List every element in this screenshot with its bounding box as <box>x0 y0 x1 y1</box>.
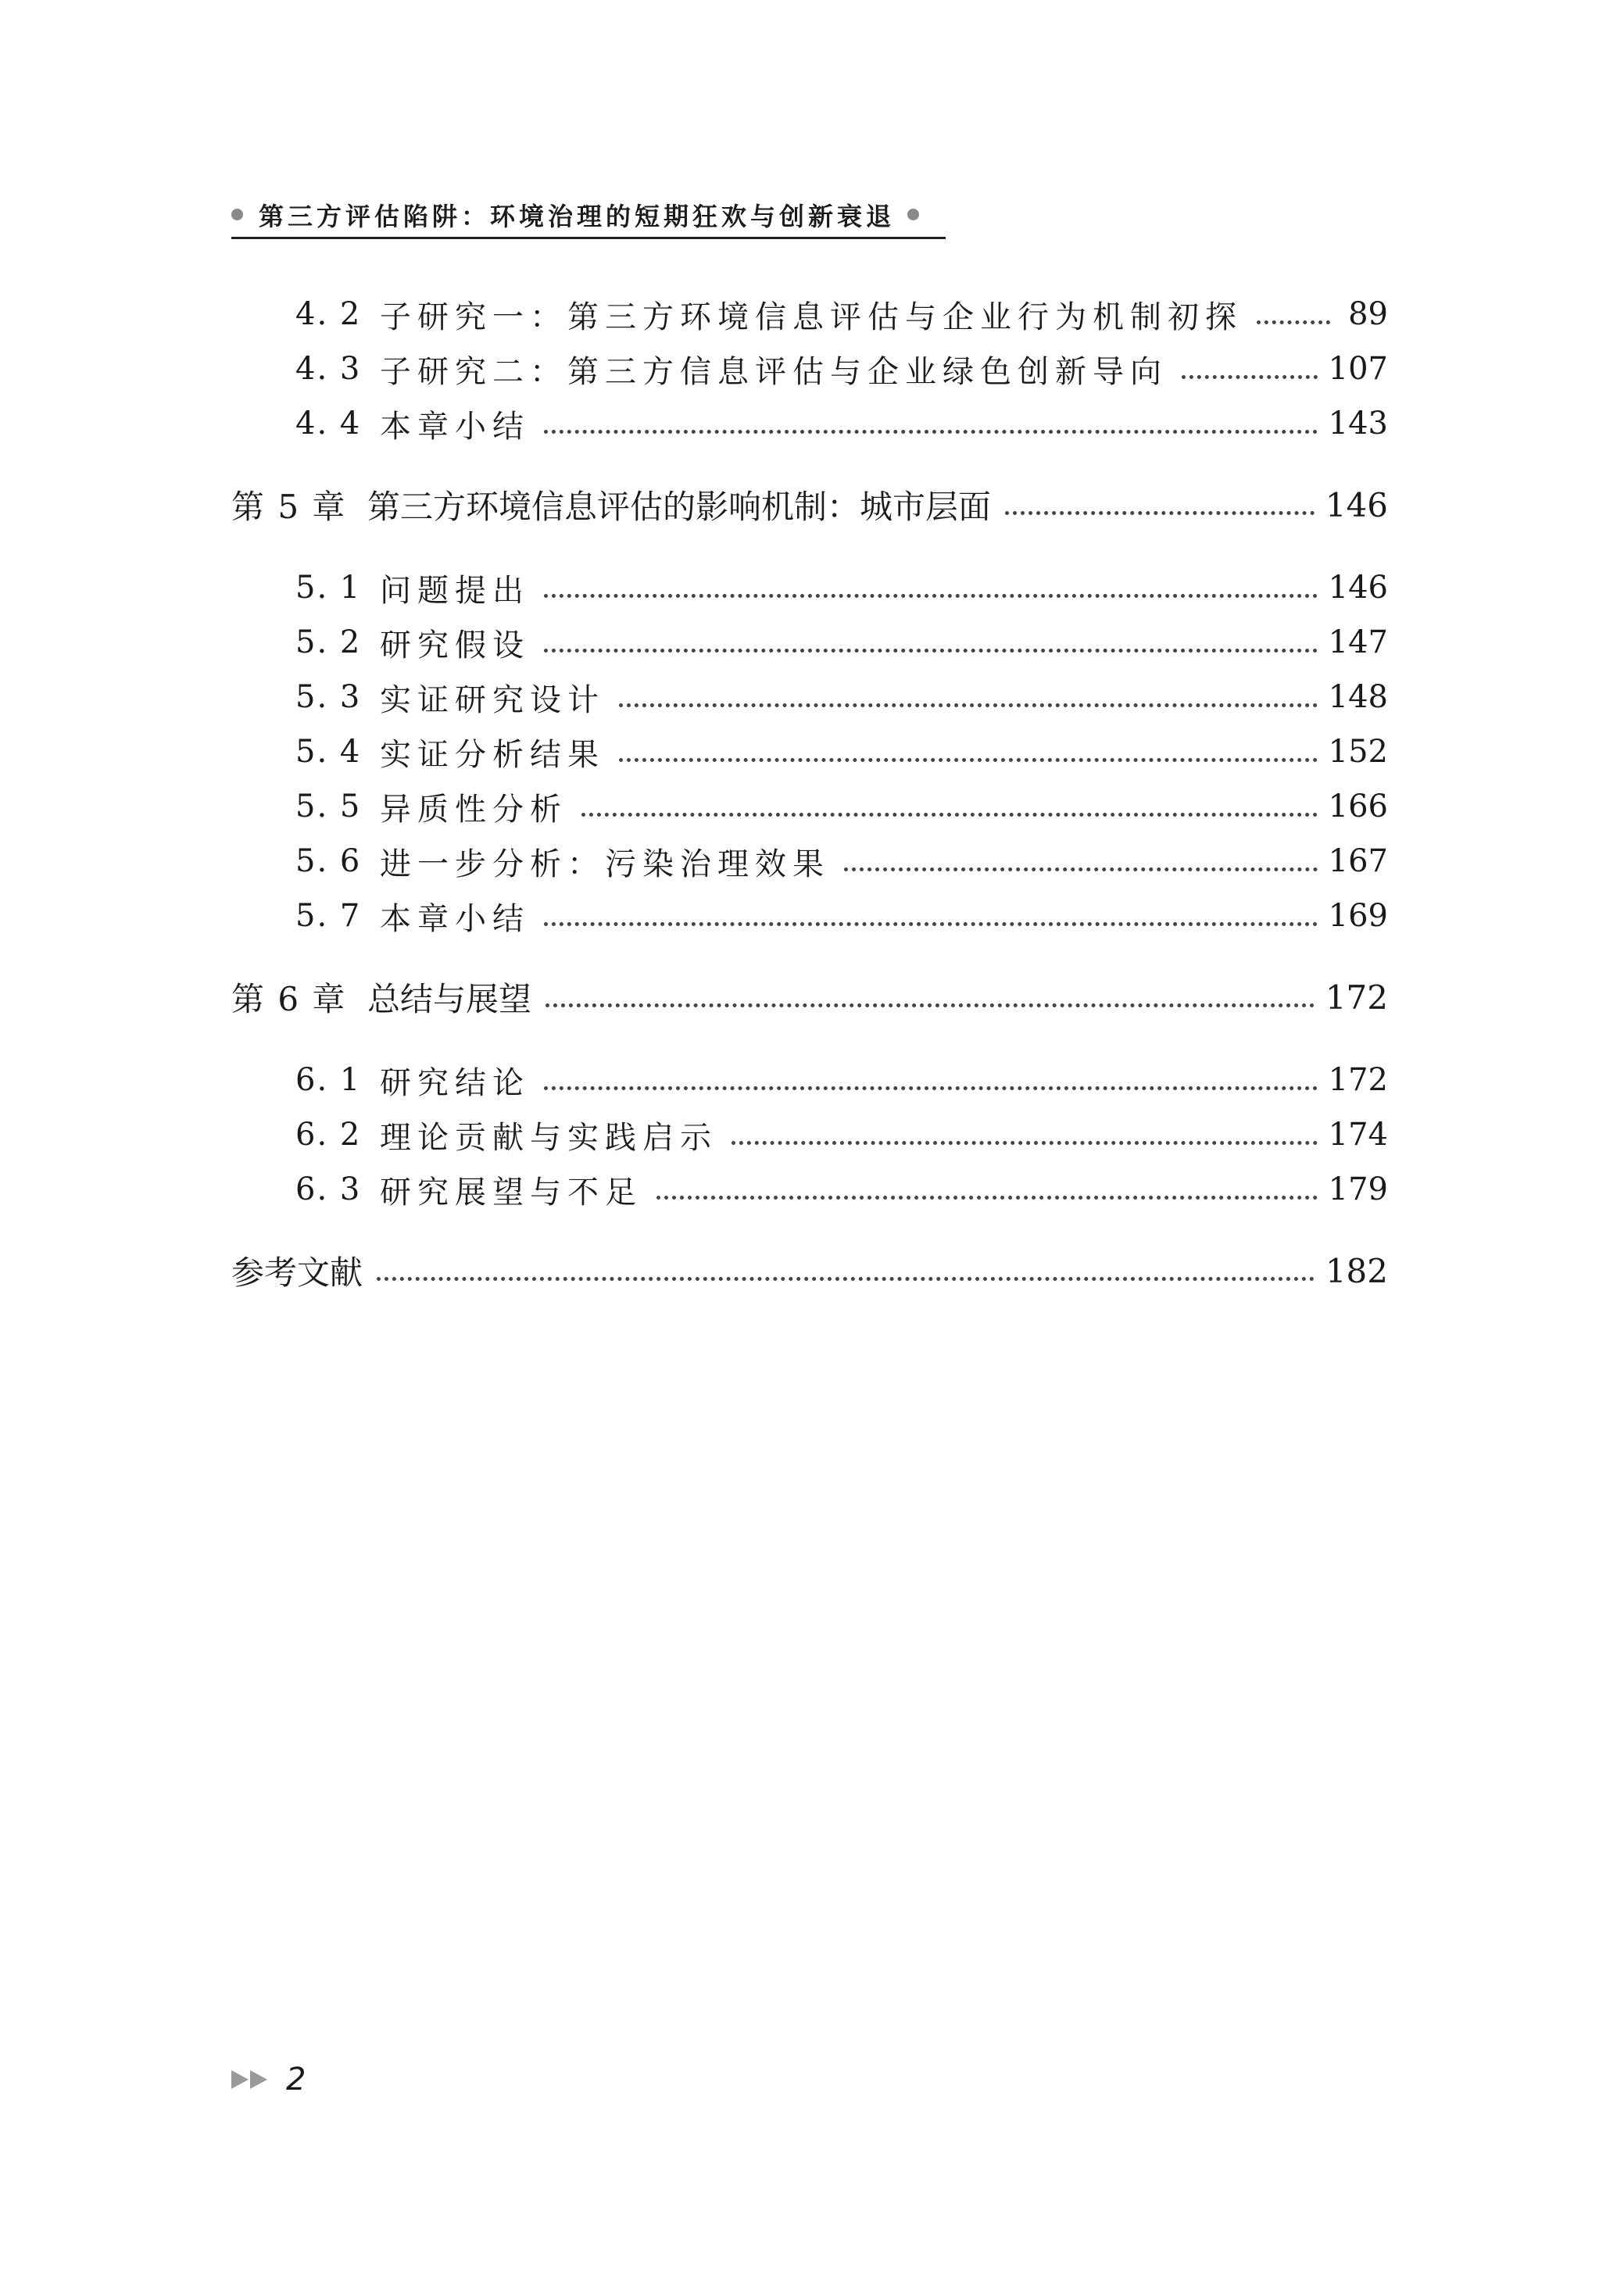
toc-entry-title: 子研究一：第三方环境信息评估与企业行为机制初探 <box>380 299 1243 335</box>
toc-entry-title: 第三方环境信息评估的影响机制：城市层面 <box>367 488 992 526</box>
toc-entry-number: 4. 3 <box>295 351 362 387</box>
bullet-dot-icon <box>231 209 243 220</box>
dot-leader <box>1257 320 1330 324</box>
toc-entry-title: 参考文献 <box>231 1254 363 1292</box>
dot-leader <box>732 1141 1318 1145</box>
toc-section-entry <box>231 402 1388 445</box>
toc-entry-page: 179 <box>1328 1171 1388 1207</box>
toc-section-entry <box>231 785 1388 828</box>
toc-section-entry <box>231 1113 1388 1157</box>
toc-entry-number: 5. 3 <box>295 679 362 715</box>
toc-entry-page: 143 <box>1328 406 1388 442</box>
toc-entry-number: 5. 6 <box>295 843 362 879</box>
dot-leader <box>544 1086 1318 1090</box>
toc-entry-number: 4. 4 <box>295 406 362 442</box>
running-header <box>231 192 946 239</box>
toc-entry-title: 异质性分析 <box>380 791 567 828</box>
dot-leader <box>377 1277 1315 1281</box>
toc-entry-title: 子研究二：第三方信息评估与企业绿色创新导向 <box>380 353 1168 390</box>
dot-leader <box>656 1196 1318 1200</box>
toc-entry-page: 166 <box>1328 789 1388 824</box>
dot-leader <box>546 1003 1315 1007</box>
toc-entry-page: 89 <box>1348 296 1388 332</box>
toc-entry-title: 进一步分析：污染治理效果 <box>380 846 830 882</box>
toc-entry-number: 5. 2 <box>295 624 362 660</box>
toc-entry-page: 169 <box>1328 898 1388 934</box>
toc-entry-title: 理论贡献与实践启示 <box>380 1119 717 1156</box>
toc-entry-page: 107 <box>1328 351 1388 387</box>
dot-leader <box>1182 375 1318 379</box>
toc-chapter-entry <box>231 975 1388 1019</box>
toc-section-entry <box>231 1058 1388 1102</box>
toc-section-entry <box>231 730 1388 774</box>
toc-entry-page: 172 <box>1325 978 1388 1017</box>
toc-entry-number: 5. 1 <box>295 570 362 606</box>
toc-section-entry <box>231 839 1388 883</box>
dot-leader <box>544 922 1318 926</box>
toc-entry-number: 4. 2 <box>295 296 362 332</box>
toc-entry-number: 6. 3 <box>295 1171 362 1207</box>
running-header-title: 第三方评估陷阱：环境治理的短期狂欢与创新衰退 <box>259 201 896 231</box>
toc-section-entry <box>231 1168 1388 1211</box>
toc-entry-page: 146 <box>1325 485 1388 524</box>
dot-leader <box>619 758 1318 762</box>
toc-entry-number: 6. 1 <box>295 1062 362 1098</box>
dot-leader <box>581 813 1318 817</box>
toc-section-entry <box>231 894 1388 938</box>
toc-entry-page: 172 <box>1328 1062 1388 1098</box>
toc-entry-number: 第 6 章 <box>231 980 347 1018</box>
toc-entry-title: 研究结论 <box>380 1064 530 1101</box>
toc-entry-title: 研究展望与不足 <box>380 1174 642 1211</box>
dot-leader <box>1005 511 1315 515</box>
toc-section-entry <box>231 675 1388 719</box>
toc-entry-title: 问题提出 <box>380 572 530 609</box>
toc-entry-page: 146 <box>1328 570 1388 606</box>
toc-entry-number: 第 5 章 <box>231 488 347 526</box>
toc-chapter-entry <box>231 483 1388 527</box>
toc-entry-page: 167 <box>1328 843 1388 879</box>
dot-leader <box>544 649 1318 653</box>
toc-entry-title: 实证研究设计 <box>380 681 605 718</box>
dot-leader <box>544 594 1318 598</box>
dot-leader <box>619 703 1318 707</box>
toc-entry-page: 148 <box>1328 679 1388 715</box>
double-arrow-icon <box>231 2070 269 2089</box>
bullet-dot-icon <box>907 209 919 220</box>
page-number: 2 <box>286 2062 306 2098</box>
dot-leader <box>544 430 1318 434</box>
toc-section-entry <box>231 621 1388 664</box>
toc-chapter-entry <box>231 1249 1388 1293</box>
toc-entry-number: 6. 2 <box>295 1117 362 1153</box>
toc-entry-title: 总结与展望 <box>367 980 532 1018</box>
page-footer <box>231 2062 306 2098</box>
toc-section-entry <box>231 292 1388 336</box>
toc-entry-number: 5. 5 <box>295 789 362 824</box>
toc-entry-number: 5. 4 <box>295 734 362 770</box>
toc-entry-number: 5. 7 <box>295 898 362 934</box>
toc-entry-page: 174 <box>1328 1117 1388 1153</box>
toc-section-entry <box>231 566 1388 610</box>
toc-entry-title: 本章小结 <box>380 408 530 445</box>
toc-entry-title: 本章小结 <box>380 900 530 937</box>
toc-entry-title: 研究假设 <box>380 627 530 663</box>
toc-section-entry <box>231 347 1388 391</box>
dot-leader <box>844 867 1318 871</box>
toc-entry-page: 182 <box>1325 1251 1388 1290</box>
toc-entry-page: 152 <box>1328 734 1388 770</box>
toc-entry-title: 实证分析结果 <box>380 736 605 773</box>
toc-entry-page: 147 <box>1328 624 1388 660</box>
